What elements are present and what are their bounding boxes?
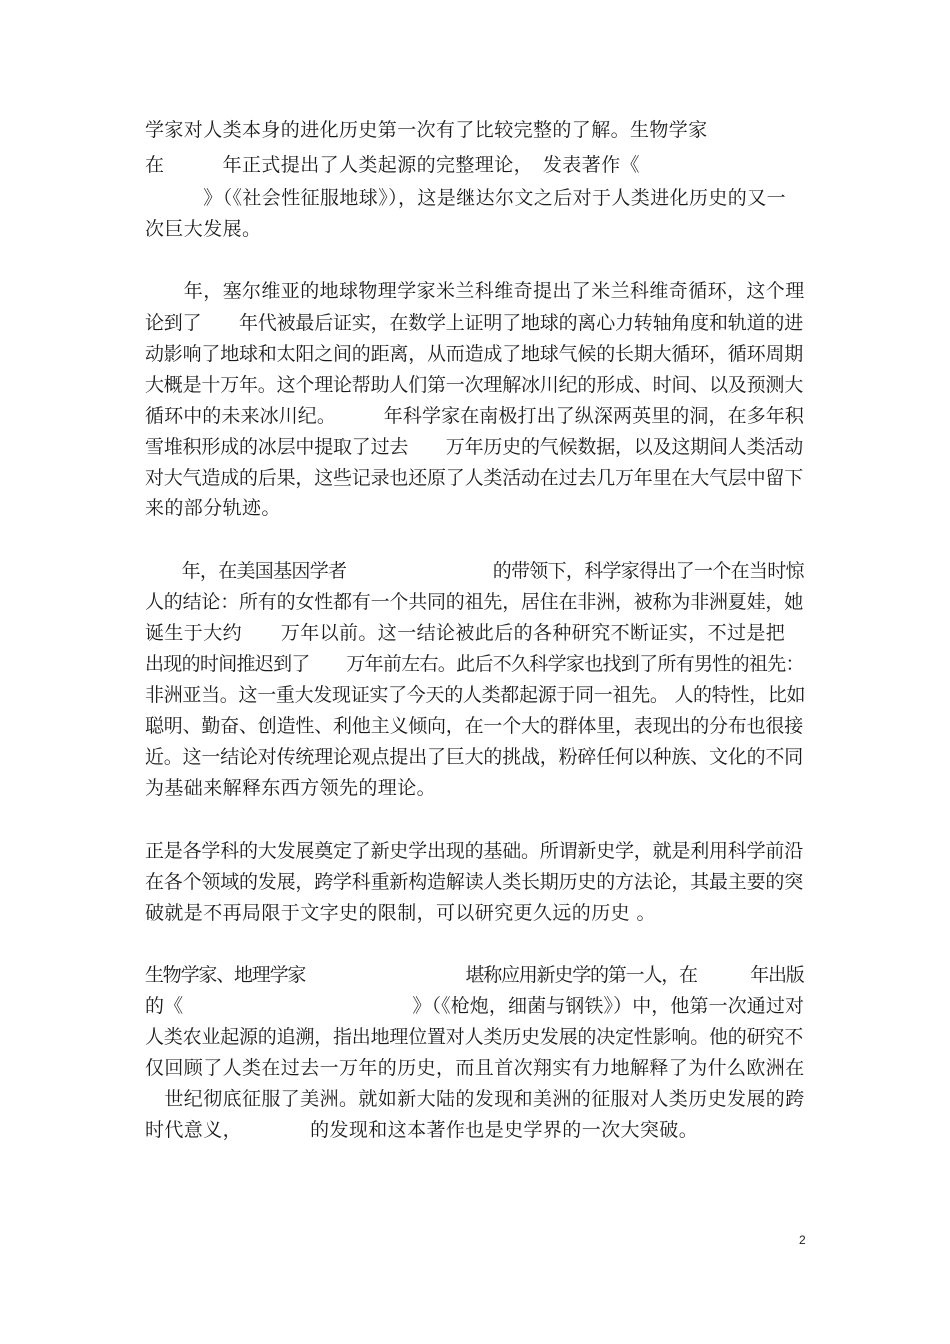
text-line: 近。这一结论对传统理论观点提出了巨大的挑战，粉碎任何以种族、文化的不同 (145, 746, 804, 768)
text-line: 论到了 年代被最后证实，在数学上证明了地球的离心力转轴角度和轨道的进 (145, 312, 804, 334)
text-line: 循环中的未来冰川纪。 年科学家在南极打出了纵深两英里的洞，在多年积 (145, 405, 805, 427)
text-line: 年，在美国基因学者 的带领下，科学家得出了一个在当时惊 (145, 560, 804, 582)
text-line: 人的结论：所有的女性都有一个共同的祖先，居住在非洲，被称为非洲夏娃，她 (145, 591, 804, 613)
text-line: 的《 》（《枪炮，细菌与钢铁》）中，他第一次通过对 (145, 995, 805, 1017)
text-line: 动影响了地球和太阳之间的距离，从而造成了地球气候的长期大循环，循环周期 (145, 343, 804, 365)
text-line: 年，塞尔维亚的地球物理学家米兰科维奇提出了米兰科维奇循环，这个理 (145, 280, 805, 302)
text-line: 》（《社会性征服地球》），这是继达尔文之后对于人类进化历史的又一 (145, 187, 787, 209)
text-line: 在各个领域的发展，跨学科重新构造解读人类长期历史的方法论，其最主要的突 (145, 871, 804, 893)
text-line: 大概是十万年。这个理论帮助人们第一次理解冰川纪的形成、时间、以及预测大 (145, 374, 804, 396)
text-line: 雪堆积形成的冰层中提取了过去 万年历史的气候数据，以及这期间人类活动 (145, 436, 804, 458)
text-line: 破就是不再局限于文字史的限制，可以研究更久远的历史 。 (145, 902, 656, 924)
text-line: 来的部分轨迹。 (145, 497, 281, 519)
text-line: 世纪彻底征服了美洲。就如新大陆的发现和美洲的征服对人类历史发展的跨 (145, 1088, 805, 1110)
text-line: 学家对人类本身的进化历史第一次有了比较完整的了解。生物学家 (145, 119, 708, 141)
text-line: 对大气造成的后果，这些记录也还原了人类活动在过去几万年里在大气层中留下 (145, 467, 804, 489)
text-line: 出现的时间推迟到了 万年前左右。此后不久科学家也找到了所有男性的祖先： (145, 653, 804, 675)
text-line: 非洲亚当。这一重大发现证实了今天的人类都起源于同一祖先。 人的特性，比如 (145, 684, 806, 706)
text-line: 为基础来解释东西方领先的理论。 (145, 777, 437, 799)
text-line: 诞生于大约 万年以前。这一结论被此后的各种研究不断证实，不过是把 (145, 622, 786, 644)
text-line: 时代意义， 的发现和这本著作也是史学界的一次大突破。 (145, 1119, 699, 1141)
text-line: 生物学家、地理学家 堪称应用新史学的第一人，在 年出版 (145, 964, 804, 986)
text-line: 人类农业起源的追溯，指出地理位置对人类历史发展的决定性影响。他的研究不 (145, 1026, 804, 1048)
text-line: 正是各学科的大发展奠定了新史学出现的基础。所谓新史学，就是利用科学前沿 (145, 840, 804, 862)
text-line: 次巨大发展。 (145, 218, 262, 240)
text-line: 聪明、勤奋、创造性、利他主义倾向，在一个大的群体里，表现出的分布也很接 (145, 715, 804, 737)
text-line: 在 年正式提出了人类起源的完整理论， 发表著作《 (145, 154, 640, 176)
text-line: 仅回顾了人类在过去一万年的历史，而且首次翔实有力地解释了为什么欧洲在 (145, 1057, 805, 1079)
page-number: 2 (799, 1233, 806, 1247)
